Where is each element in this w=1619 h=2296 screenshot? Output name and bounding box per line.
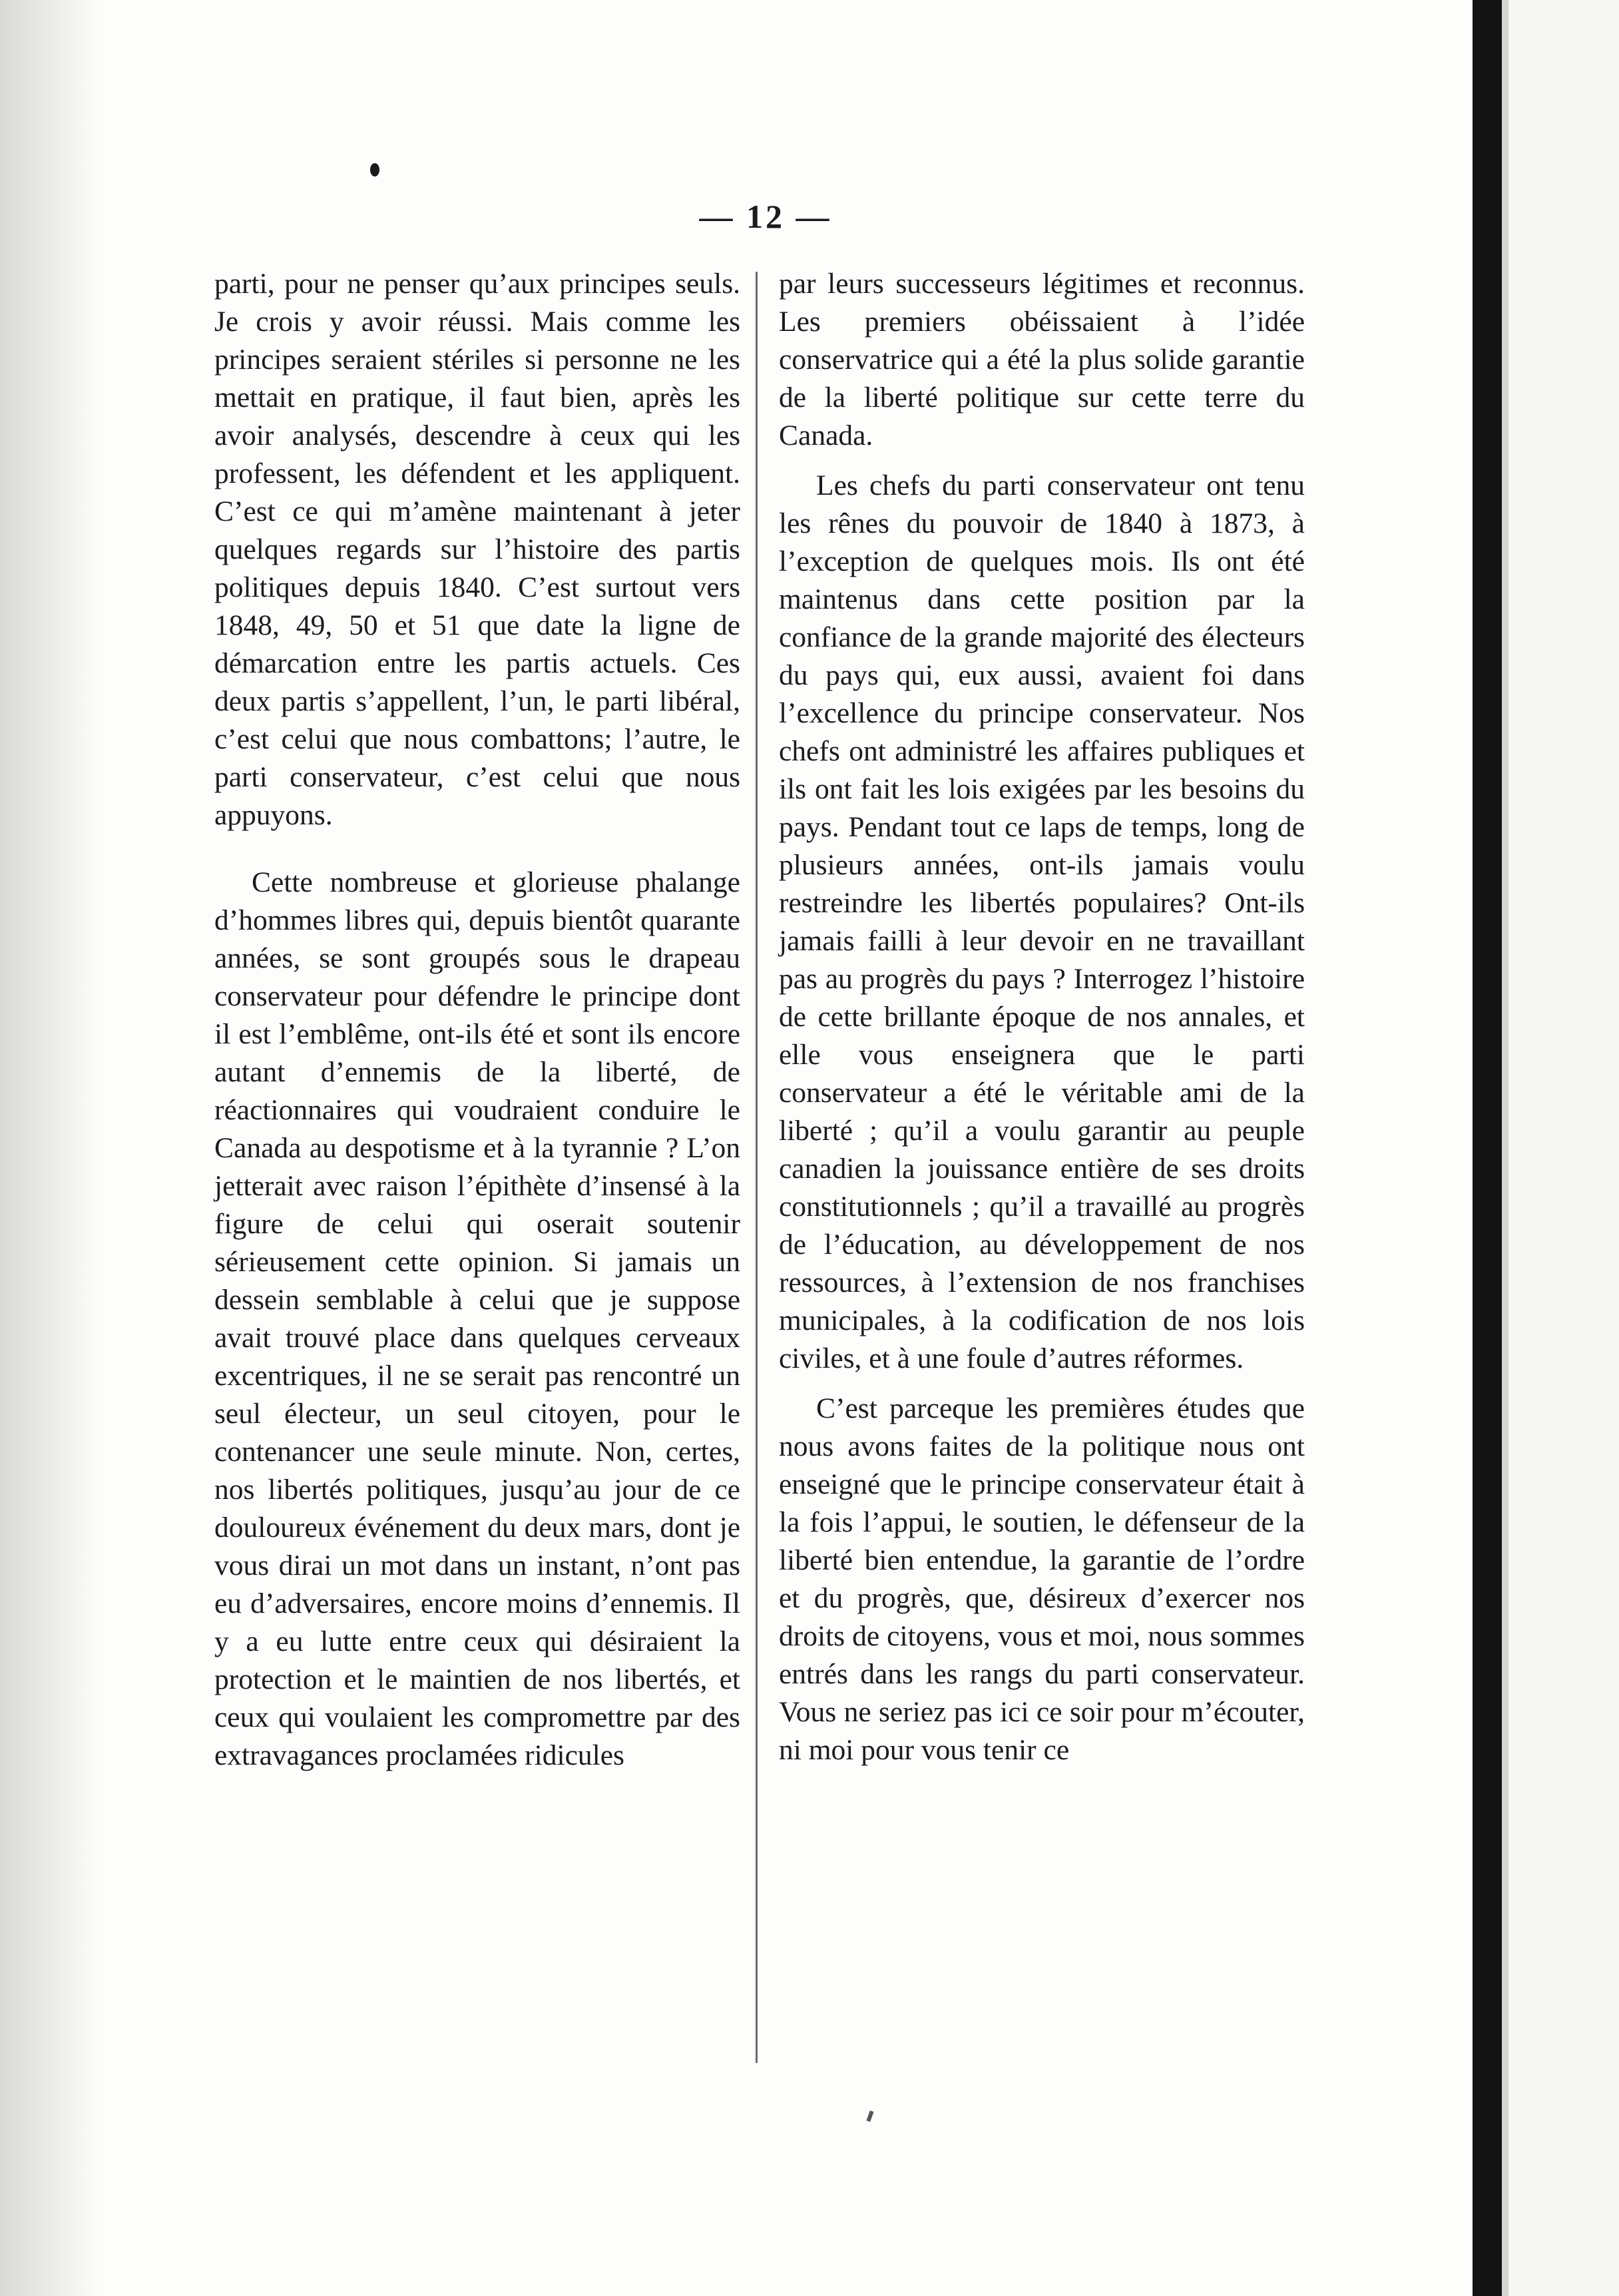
paragraph: parti, pour ne penser qu’aux principes seuls. Je crois y avoir réussi. Mais comme les principes seraient stériles si personne ne les mettait en pratique, il faut bien, après les avoir analysés, descendre à ceux qui les professent, les défendent et les appliquent. C’est ce qui m’amène maintenant à jeter quelques regards sur l’histoire des partis politiques depuis 1840. C’est surtout vers 1848, 49, 50 et 51 que date la ligne de démarcation entre les partis actuels. Ces deux partis s’appellent, l’un, le parti libéral, c’est celui que nous combattons; l’autre, le parti conservateur, c’est celui que nous appuyons. [214,268,740,831]
adjacent-page [1502,0,1619,2296]
paragraph: par leurs successeurs légitimes et reconnus. Les premiers obéissaient à l’idée conservatrice qui a été la plus solide garantie de la liberté politique sur cette terre du Canada. [779,268,1305,451]
ink-speck [866,2110,873,2122]
page-number: — 12 — [699,198,832,235]
ink-dot [370,163,379,176]
paragraph: Les chefs du parti conservateur ont tenu les rênes du pouvoir de 1840 à 1873, à l’exception de quelques mois. Ils ont été maintenus dans cette position par la confiance de la grande majorité des électeurs du pays qui, eux aussi, avaient foi dans l’excellence du principe conservateur. Nos chefs ont administré les affaires publiques et ils ont fait les lois exigées par les besoins du pays. Pendant tout ce laps de temps, long de plusieurs années, ont-ils jamais voulu restreindre les libertés populaires? Ont-ils jamais failli à leur devoir en ne travaillant pas au progrès du pays ? Interrogez l’histoire de cette brillante époque de nos annales, et elle vous enseignera que le parti conservateur a été le véritable ami de la liberté ; qu’il a voulu garantir au peuple canadien la jouissance entière de ses droits constitutionnels ; qu’il a travaillé au progrès de l’éducation, au développement de nos ressources, à l’extension de nos franchises municipales, à la codification de nos lois civiles, et à une foule d’autres réformes. [779,469,1305,1374]
right-column [779,265,1305,2076]
paragraph: C’est parceque les premières études que nous avons faites de la politique nous ont enseigné que le principe conservateur était à la fois l’appui, le soutien, le défenseur de la liberté bien entendue, la garantie de l’ordre et du progrès, que, désireux d’exercer nos droits de citoyens, vous et moi, nous sommes entrés dans les rangs du parti conservateur. Vous ne seriez pas ici ce soir pour m’écouter, ni moi pour vous tenir ce [779,1392,1305,1766]
column-divider [756,272,758,2063]
left-margin-shadow [0,0,100,2296]
left-column [214,265,740,2076]
adjacent-page-edge [1502,0,1508,2296]
page-gutter-bar [1473,0,1502,2296]
paragraph: Cette nombreuse et glorieuse phalange d’hommes libres qui, depuis bientôt quarante années, se sont groupés sous le drapeau conservateur pour défendre le principe dont il est l’emblême, ont-ils été et sont ils encore autant d’ennemis de la liberté, de réactionnaires qui voudraient conduire le Canada au despotisme et à la tyrannie ? L’on jetterait avec raison l’épithète d’insensé à la figure de celui qui oserait soutenir sérieusement cette opinion. Si jamais un dessein semblable à celui que je suppose avait trouvé place dans quelques cerveaux excentriques, il ne se serait pas rencontré un seul électeur, un seul citoyen, pour le contenancer une seule minute. Non, certes, nos libertés politiques, jusqu’au jour de ce douloureux événement du deux mars, dont je vous dirai un mot dans un instant, n’ont pas eu d’adversaires, encore moins d’ennemis. Il y a eu lutte entre ceux qui désiraient la protection et le maintien de nos libertés, et ceux qui voulaient les compromettre par des extravagances proclamées ridicules [214,866,740,1771]
